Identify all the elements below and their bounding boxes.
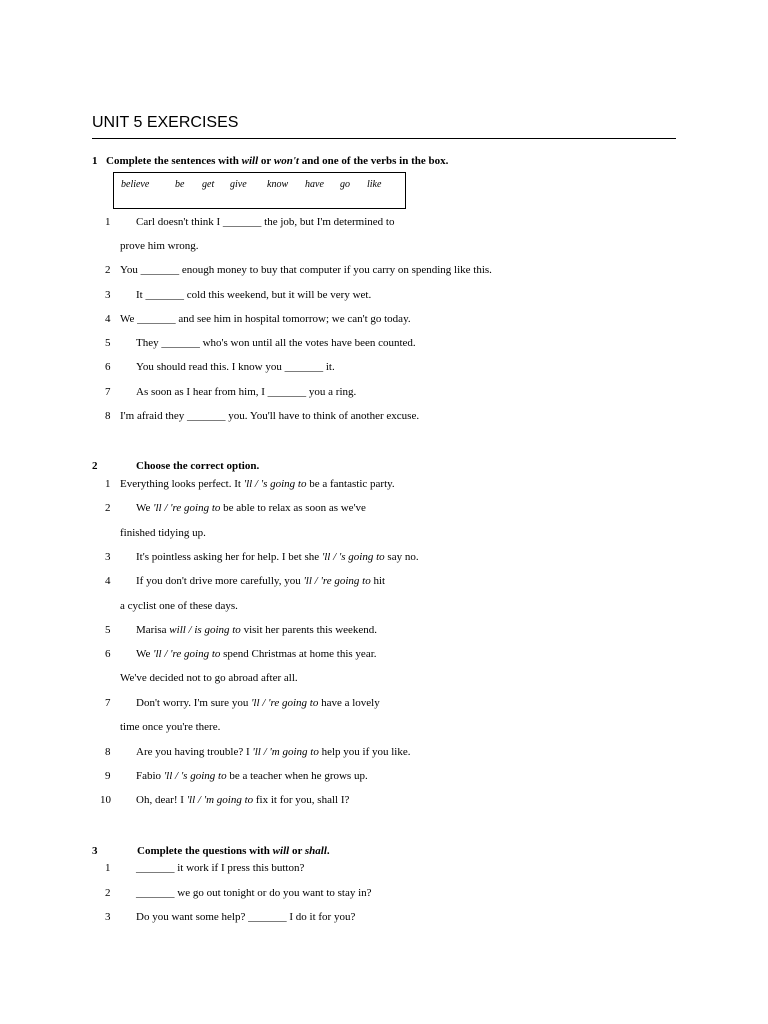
ex2-item-text: It's pointless asking her for help. I bet she 'll / 's going to say no.	[136, 551, 419, 563]
ex2-item-text: a cyclist one of these days.	[120, 600, 238, 612]
ex3-item-text: _______ we go out tonight or do you want to stay in?	[136, 887, 372, 899]
verb-word: give	[230, 179, 247, 190]
verb-word: get	[202, 179, 215, 190]
verb-word: believe	[121, 179, 150, 190]
ex2-item-number: 3	[105, 551, 111, 563]
ex2-item-number: 10	[100, 794, 111, 806]
ex2-item-text: We've decided not to go abroad after all.	[120, 672, 298, 684]
ex1-item-text: You _______ enough money to buy that computer if you carry on spending like this.	[120, 264, 492, 276]
ex2-item-text: finished tidying up.	[120, 527, 206, 539]
ex1-item-number: 8	[105, 410, 111, 422]
ex3-instruction: Complete the questions with will or shall.	[137, 845, 330, 857]
verb-box	[113, 172, 406, 209]
page-title: UNIT 5 EXERCISES	[92, 114, 239, 131]
ex1-instruction: Complete the sentences with will or won't and one of the verbs in the box.	[106, 155, 449, 167]
ex2-item-text: Everything looks perfect. It 'll / 's going to be a fantastic party.	[120, 478, 395, 490]
ex1-item-number: 2	[105, 264, 111, 276]
ex3-number: 3	[92, 845, 98, 857]
ex1-item-number: 7	[105, 386, 111, 398]
ex2-item-number: 1	[105, 478, 111, 490]
ex3-item-number: 1	[105, 862, 111, 874]
ex3-item-text: Do you want some help? _______ I do it for you?	[136, 911, 356, 923]
ex2-item-text: We 'll / 're going to be able to relax as soon as we've	[136, 502, 366, 514]
ex1-item-number: 6	[105, 361, 111, 373]
ex2-item-number: 5	[105, 624, 111, 636]
ex1-item-text: They _______ who's won until all the votes have been counted.	[136, 337, 416, 349]
ex3-item-number: 3	[105, 911, 111, 923]
ex1-item-text: We _______ and see him in hospital tomorrow; we can't go today.	[120, 313, 411, 325]
ex3-item-number: 2	[105, 887, 111, 899]
ex2-item-number: 2	[105, 502, 111, 514]
ex1-item-number: 1	[105, 216, 111, 228]
ex2-item-number: 6	[105, 648, 111, 660]
ex1-item-text: I'm afraid they _______ you. You'll have to think of another excuse.	[120, 410, 420, 422]
ex2-item-text: Fabio 'll / 's going to be a teacher when he grows up.	[136, 770, 368, 782]
ex1-item-text: prove him wrong.	[120, 240, 199, 252]
verb-word: have	[305, 179, 324, 190]
ex2-item-text: time once you're there.	[120, 721, 221, 733]
ex1-item-number: 5	[105, 337, 111, 349]
ex2-item-number: 7	[105, 697, 111, 709]
ex2-item-text: If you don't drive more carefully, you 'll / 're going to hit	[136, 575, 386, 587]
ex3-item-text: _______ it work if I press this button?	[136, 862, 305, 874]
ex1-number: 1	[92, 155, 98, 167]
ex2-item-text: Marisa will / is going to visit her parents this weekend.	[136, 624, 378, 636]
ex1-item-text: It _______ cold this weekend, but it will be very wet.	[136, 289, 372, 301]
ex2-item-text: We 'll / 're going to spend Christmas at home this year.	[136, 648, 377, 660]
ex1-item-text: You should read this. I know you _______ it.	[136, 361, 335, 373]
verb-word: be	[175, 179, 185, 190]
verb-word: know	[267, 179, 289, 190]
ex2-number: 2	[92, 460, 98, 472]
verb-word: go	[340, 179, 350, 190]
ex2-item-number: 4	[105, 575, 111, 587]
ex2-item-text: Don't worry. I'm sure you 'll / 're going to have a lovely	[136, 697, 380, 709]
title-rule	[92, 138, 676, 139]
ex1-item-number: 3	[105, 289, 111, 301]
ex2-item-number: 9	[105, 770, 111, 782]
ex1-item-text: As soon as I hear from him, I _______ you a ring.	[136, 386, 357, 398]
ex2-item-text: Are you having trouble? I 'll / 'm going to help you if you like.	[136, 746, 411, 758]
ex1-item-text: Carl doesn't think I _______ the job, but I'm determined to	[136, 216, 395, 228]
verb-word: like	[367, 179, 382, 190]
ex2-instruction: Choose the correct option.	[136, 460, 260, 472]
ex2-item-number: 8	[105, 746, 111, 758]
ex1-item-number: 4	[105, 313, 111, 325]
ex2-item-text: Oh, dear! I 'll / 'm going to fix it for you, shall I?	[136, 794, 350, 806]
